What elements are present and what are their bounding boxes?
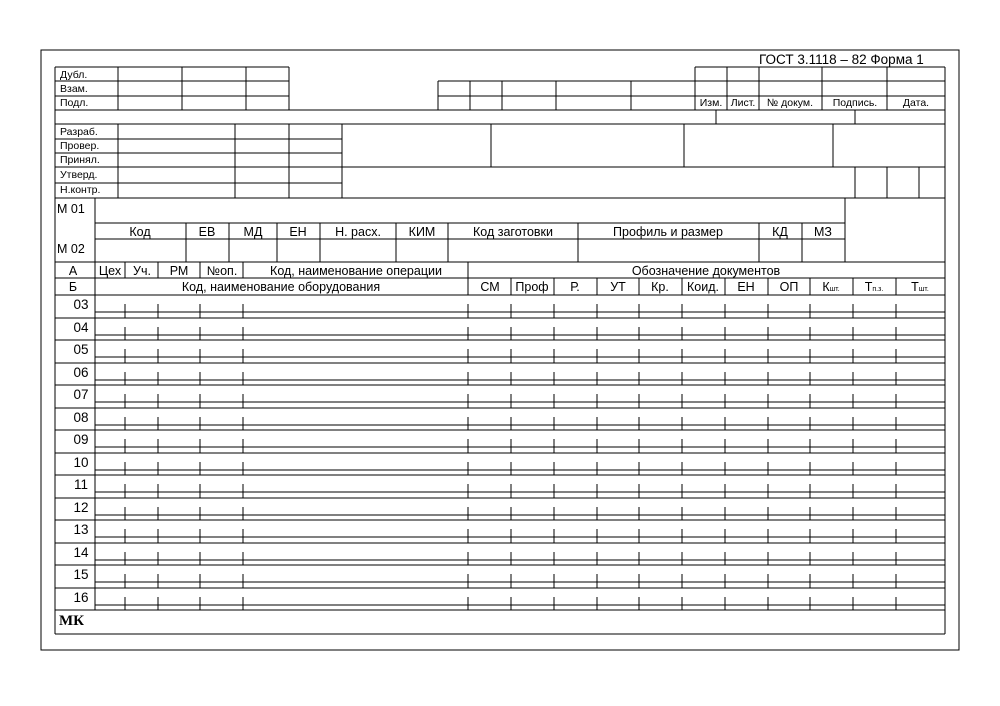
equipment-header: Код, наименование оборудования xyxy=(181,280,381,294)
row-number: 15 xyxy=(73,567,89,582)
row-number: 16 xyxy=(73,590,89,605)
r-header: Р. xyxy=(570,280,580,294)
row-number: 13 xyxy=(73,522,89,537)
razrab-label: Разраб. xyxy=(60,126,98,138)
m-profil-header: Профиль и размер xyxy=(613,225,723,239)
m-nrash-header: Н. расх. xyxy=(335,225,381,239)
row-b-label: Б xyxy=(68,280,78,294)
m01-label: М 01 xyxy=(57,202,85,216)
utverd-label: Утверд. xyxy=(60,169,98,181)
m-kim-header: КИМ xyxy=(408,225,436,239)
signature-label: Подпись. xyxy=(832,97,878,109)
ut-header: УТ xyxy=(610,280,626,294)
row-number: 03 xyxy=(73,297,89,312)
date-label: Дата. xyxy=(902,97,930,109)
m-mz-header: МЗ xyxy=(814,225,832,239)
m-md-header: МД xyxy=(243,225,263,239)
doc-number-label: № докум. xyxy=(766,97,814,109)
standard-label: ГОСТ 3.1118 – 82 Форма 1 xyxy=(759,52,924,67)
m-zagot-header: Код заготовки xyxy=(473,225,553,239)
nop-header: №оп. xyxy=(206,264,238,278)
mk-label: МК xyxy=(59,613,85,629)
vzam-label: Взам. xyxy=(60,83,88,95)
izm-label: Изм. xyxy=(699,97,723,109)
row-number: 04 xyxy=(73,320,89,335)
row-number: 14 xyxy=(73,545,89,560)
documents-header: Обозначение документов xyxy=(631,264,781,278)
row-number: 12 xyxy=(73,500,89,515)
podl-label: Подл. xyxy=(60,97,89,109)
en-header: ЕН xyxy=(737,280,755,294)
prover-label: Провер. xyxy=(60,140,100,152)
row-number: 09 xyxy=(73,432,89,447)
m-ev-header: ЕВ xyxy=(198,225,216,239)
m-kod-header: Код xyxy=(129,225,151,239)
m-kd-header: КД xyxy=(772,225,788,239)
row-number: 08 xyxy=(73,410,89,425)
rm-header: РМ xyxy=(169,264,189,278)
prof-header: Проф xyxy=(515,280,549,294)
sm-header: СМ xyxy=(480,280,500,294)
numbered-rows xyxy=(55,304,945,610)
prinyal-label: Принял. xyxy=(60,154,100,166)
op-header: ОП xyxy=(779,280,799,294)
operation-header: Код, наименование операции xyxy=(270,264,442,278)
tpz-header: Тп.з. xyxy=(864,280,884,294)
kr-header: Кр. xyxy=(651,280,669,294)
nkontr-label: Н.контр. xyxy=(60,184,101,196)
ksht-header: Кшт. xyxy=(822,280,840,294)
m02-label: М 02 xyxy=(57,242,85,256)
row-a-label: А xyxy=(68,264,78,278)
ceh-header: Цех xyxy=(98,264,122,278)
row-number: 10 xyxy=(73,455,89,470)
uch-header: Уч. xyxy=(133,264,151,278)
row-number: 07 xyxy=(73,387,89,402)
list-label: Лист. xyxy=(730,97,756,109)
tsht-header: Тшт. xyxy=(911,280,929,294)
row-number: 05 xyxy=(73,342,89,357)
m-en-header: ЕН xyxy=(289,225,307,239)
row-number: 11 xyxy=(73,477,89,492)
koid-header: Коид. xyxy=(687,280,719,294)
row-number: 06 xyxy=(73,365,89,380)
dubl-label: Дубл. xyxy=(60,69,88,81)
